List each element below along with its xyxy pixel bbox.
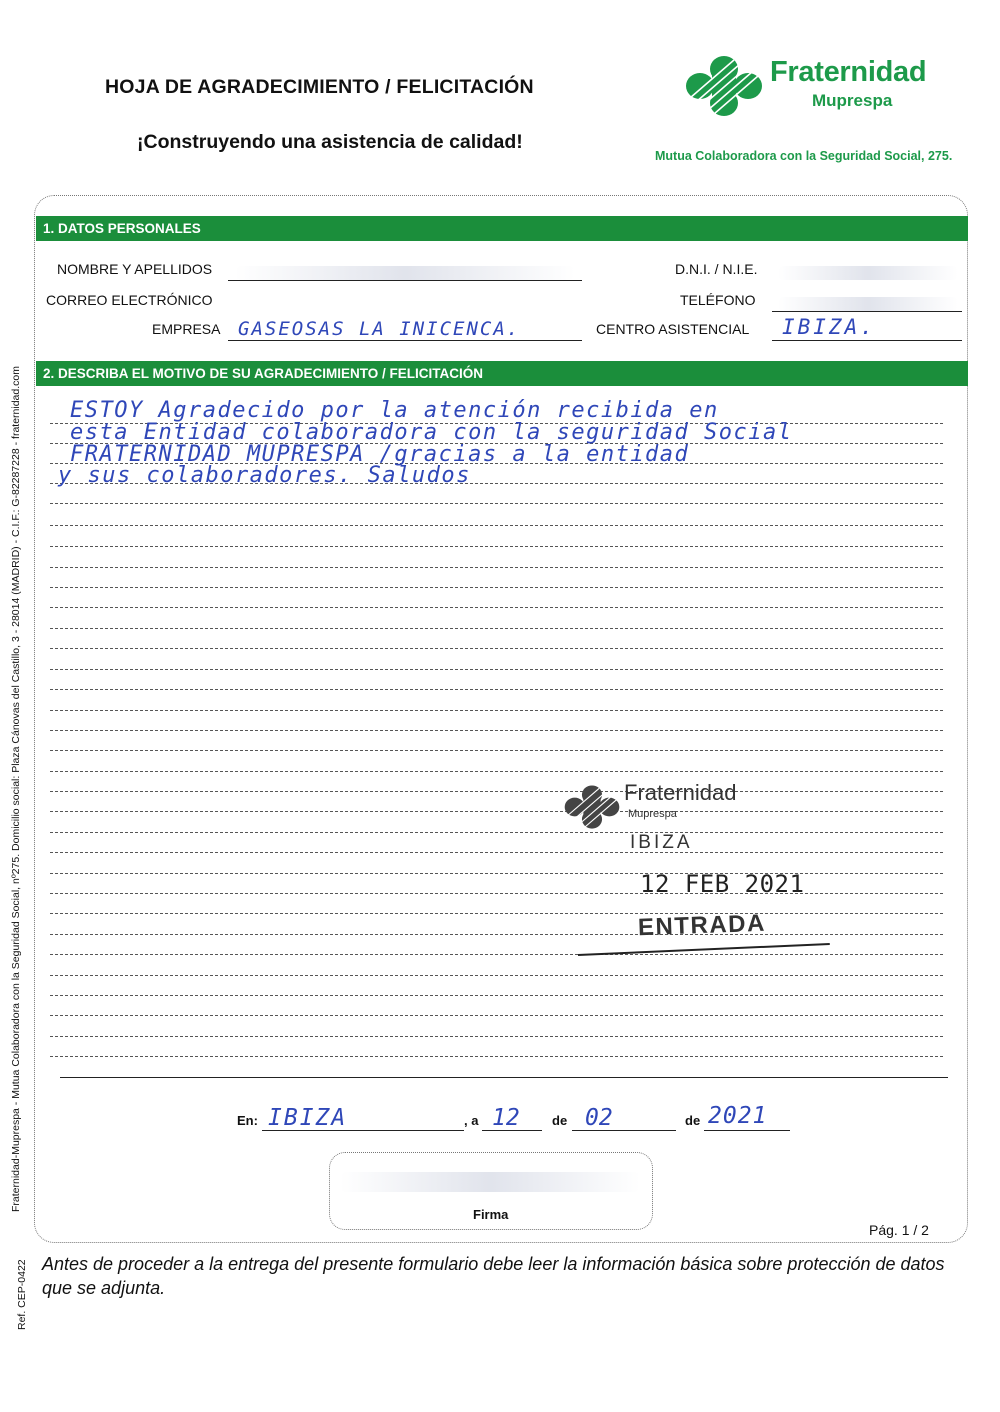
form-reference: Ref. CEP-0422 bbox=[16, 1259, 28, 1330]
redacted-name bbox=[235, 266, 575, 280]
center-label: CENTRO ASISTENCIAL bbox=[596, 321, 750, 337]
section2-heading: 2. DESCRIBA EL MOTIVO DE SU AGRADECIMIENTO / FELICITACIÓN bbox=[36, 361, 968, 386]
data-protection-notice: Antes de proceder a la entrega del presente formulario debe leer la información básica sobre protección de datos que se adjunta. bbox=[42, 1254, 945, 1298]
stamp-brand-sub: Muprespa bbox=[628, 808, 677, 820]
legal-sidebar-text: Fraternidad-Muprespa - Mutua Colaboradora con la Seguridad Social, nº275. Domicilio social: Plaza Cánovas del Castillo, 3 - 28014 (MADRID) - C.I.F.: G-82287228 - fraternidad.com bbox=[10, 366, 22, 1212]
clover-logo-icon bbox=[684, 54, 764, 118]
section1-heading: 1. DATOS PERSONALES bbox=[36, 216, 968, 241]
month-value: 02 bbox=[585, 1105, 613, 1131]
name-label: NOMBRE Y APELLIDOS bbox=[57, 261, 213, 277]
form-frame bbox=[34, 195, 968, 1243]
de-label-1: de bbox=[552, 1113, 568, 1128]
redacted-phone bbox=[778, 297, 958, 311]
center-value: IBIZA. bbox=[782, 315, 876, 339]
form-subtitle: ¡Construyendo una asistencia de calidad! bbox=[137, 131, 523, 153]
year-value: 2021 bbox=[708, 1103, 768, 1129]
email-field[interactable] bbox=[228, 293, 582, 312]
form-title: HOJA DE AGRADECIMIENTO / FELICITACIÓN bbox=[105, 76, 534, 98]
email-label: CORREO ELECTRÓNICO bbox=[46, 292, 213, 308]
day-value: 12 bbox=[492, 1105, 520, 1131]
mutua-tagline: Mutua Colaboradora con la Seguridad Social, 275. bbox=[655, 149, 953, 163]
brand-name: Fraternidad bbox=[770, 56, 927, 88]
handwritten-line-2: esta Entidad colaboradora con la seguridad Social bbox=[70, 420, 793, 445]
stamp-entrada: ENTRADA bbox=[637, 909, 767, 942]
phone-label: TELÉFONO bbox=[680, 292, 756, 308]
section2-closing-line bbox=[60, 1077, 948, 1078]
stamp-clover-icon bbox=[563, 784, 621, 830]
handwritten-line-3: FRATERNIDAD MUPRESPA /gracias a la entidad bbox=[70, 442, 690, 467]
page-number: Pág. 1 / 2 bbox=[869, 1222, 929, 1238]
brand-subname: Muprespa bbox=[812, 91, 893, 110]
redacted-signature bbox=[340, 1172, 640, 1192]
stamp-city: IBIZA bbox=[630, 832, 693, 853]
en-label: En: bbox=[237, 1113, 258, 1128]
handwritten-line-4: y sus colaboradores. Saludos bbox=[58, 463, 471, 488]
de-label-2: de bbox=[685, 1113, 701, 1128]
signature-label: Firma bbox=[473, 1207, 509, 1222]
dni-label: D.N.I. / N.I.E. bbox=[675, 261, 758, 277]
handwritten-line-1: ESTOY Agradecido por la atención recibida en bbox=[70, 398, 719, 423]
place-value: IBIZA bbox=[268, 1105, 348, 1131]
company-label: EMPRESA bbox=[152, 321, 221, 337]
redacted-dni bbox=[778, 266, 958, 280]
company-value: GASEOSAS LA INICENCA. bbox=[238, 318, 521, 340]
stamp-brand: Fraternidad bbox=[624, 780, 737, 805]
stamp-date: 12 FEB 2021 bbox=[640, 870, 805, 898]
a-label: , a bbox=[464, 1113, 479, 1128]
